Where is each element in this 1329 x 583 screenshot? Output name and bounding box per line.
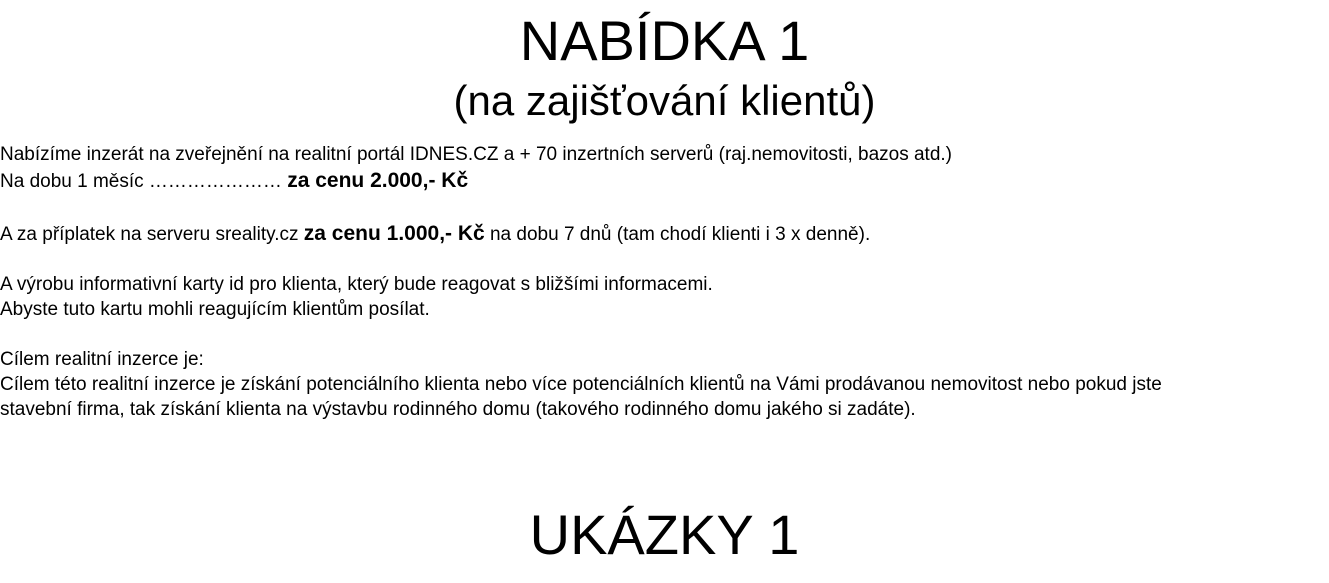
page-title: NABÍDKA 1 [519,9,810,72]
duration-text: Na dobu 1 měsíc ………………… [0,171,288,192]
offer-duration-line [0,169,468,194]
surcharge-text-after: na dobu 7 dnů (tam chodí klienti i 3 x denně). [484,224,871,245]
goal-heading: Cílem realitní inzerce je: [0,349,204,370]
surcharge-text-before: A za příplatek na serveru sreality.cz [0,224,304,245]
samples-title: UKÁZKY 1 [529,503,800,566]
page-subtitle: (na zajišťování klientů) [453,77,876,124]
info-card-line: A výrobu informativní karty id pro klienta, který bude reagovat s bližšími informacemi. [0,274,713,295]
info-card-purpose-line: Abyste tuto kartu mohli reagujícím klientům posílat. [0,299,430,320]
offer-description-line: Nabízíme inzerát na zveřejnění na realitní portál IDNES.CZ a + 70 inzertních serverů (raj.nemovitosti, bazos atd.) [0,144,953,165]
goal-text-line: Cílem této realitní inzerce je získání potenciálního klienta nebo více potenciálních klientů na Vámi prodávanou nemovitost nebo pokud jste [0,374,1162,395]
goal-text-line: stavební firma, tak získání klienta na výstavbu rodinného domu (takového rodinného domu jakého si zadáte). [0,399,916,420]
price-idnes: za cenu 2.000,- Kč [287,169,469,192]
price-sreality: za cenu 1.000,- Kč [303,222,485,245]
sreality-surcharge-line [0,222,870,247]
